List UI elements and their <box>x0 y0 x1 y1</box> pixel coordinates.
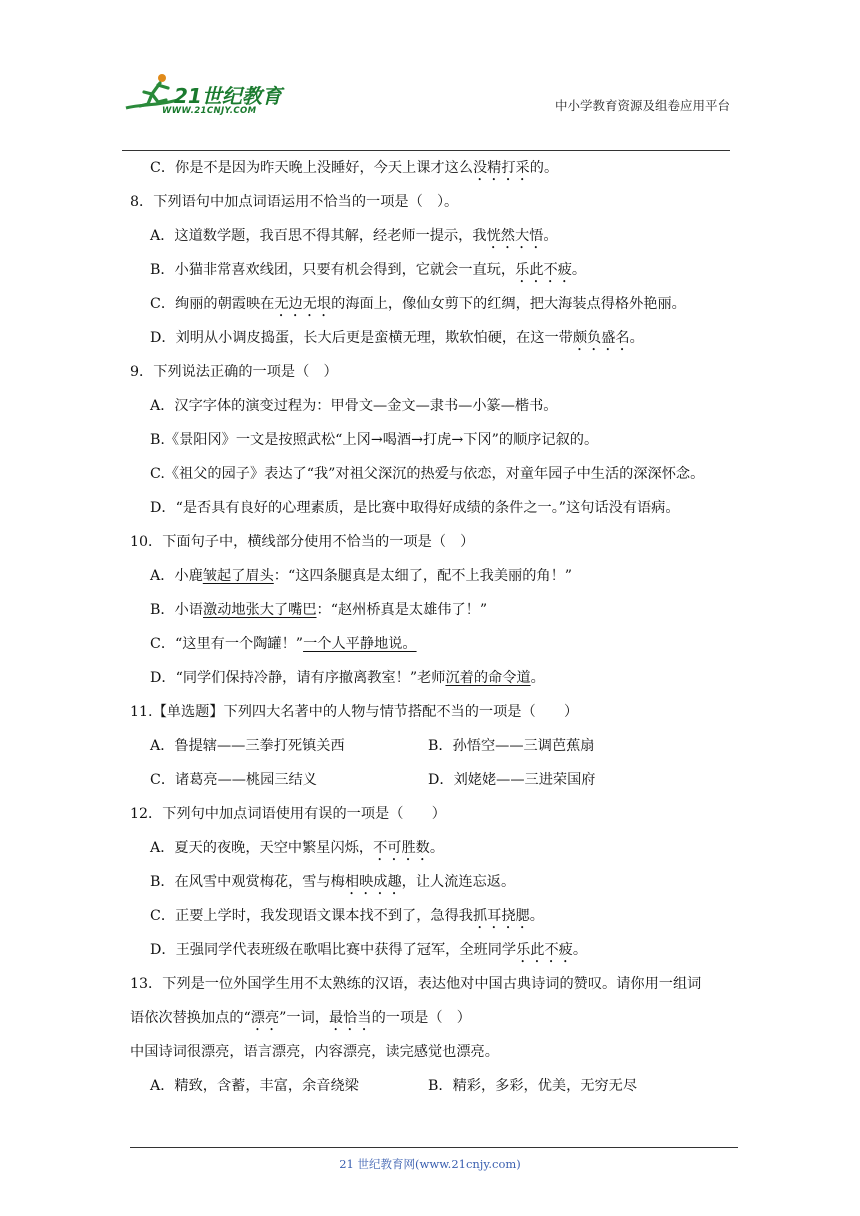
q9-option-a: A．汉字字体的演变过程为：甲骨文—金文—隶书—小篆—楷书。 <box>150 398 558 414</box>
footer-text[interactable]: 21 世纪教育网(www.21cnjy.com) <box>339 1157 521 1171</box>
q8-option-d: D．刘明从小调皮捣蛋，长大后更是蛮横无理，欺软怕硬，在这一带颇负盛名。 <box>150 330 644 346</box>
q13-stem-line2: 语依次替换加点的“漂亮”一词，最恰当的一项是（ ） <box>130 1010 471 1026</box>
q8-option-c: C．绚丽的朝霞映在无边无垠的海面上，像仙女剪下的红绸，把大海装点得格外艳丽。 <box>150 296 686 312</box>
q12-option-c: C．正要上学时，我发现语文课本找不到了，急得我抓耳挠腮。 <box>150 908 544 924</box>
q13-option-a: A．精致，含蓄，丰富，余音绕梁 <box>150 1078 359 1094</box>
q8-option-a: A．这道数学题，我百思不得其解，经老师一提示，我恍然大悟。 <box>150 228 558 244</box>
q8-stem: 8．下列语句中加点词语运用不恰当的一项是（ ）。 <box>130 194 459 210</box>
q10-option-b: B．小语激动地张大了嘴巴：“赵州桥真是太雄伟了！” <box>150 602 488 618</box>
q12-option-d: D．王强同学代表班级在歌唱比赛中获得了冠军，全班同学乐此不疲。 <box>150 942 588 958</box>
q8-option-b: B．小猫非常喜欢线团，只要有机会得到，它就会一直玩，乐此不疲。 <box>150 262 587 278</box>
q9-option-c: C.《祖父的园子》表达了“我”对祖父深沉的热爱与依恋，对童年园子中生活的深深怀念。 <box>150 466 705 482</box>
site-logo <box>122 70 292 122</box>
q10-option-a: A．小鹿皱起了眉头：“这四条腿真是太细了，配不上我美丽的角！” <box>150 568 573 584</box>
page-header <box>122 62 730 152</box>
q9-option-b: B.《景阳冈》一文是按照武松“上冈→喝酒→打虎→下冈”的顺序记叙的。 <box>150 432 599 448</box>
logo-text: 21世纪教育 <box>174 84 282 108</box>
q12-option-a: A．夏天的夜晚，天空中繁星闪烁，不可胜数。 <box>150 840 445 856</box>
q13-option-b: B．精彩，多彩，优美，无穷无尽 <box>428 1078 638 1094</box>
q12-option-b: B．在风雪中观赏梅花，雪与梅相映成趣，让人流连忘返。 <box>150 874 516 890</box>
q11-option-d: D．刘姥姥——三进荣国府 <box>428 772 596 788</box>
q9-stem: 9．下列说法正确的一项是（ ） <box>130 364 338 380</box>
logo-url: WWW.21CNJY.COM <box>162 106 257 116</box>
q11-option-a: A．鲁提辖——三拳打死镇关西 <box>150 738 345 754</box>
q11-option-c: C．诸葛亮——桃园三结义 <box>150 772 317 788</box>
platform-name: 中小学教育资源及组卷应用平台 <box>554 98 730 113</box>
q10-option-c: C．“这里有一个陶罐！”一个人平静地说。 <box>150 636 417 652</box>
q7-option-c: C．你是不是因为昨天晚上没睡好，今天上课才这么没精打采的。 <box>150 160 559 176</box>
q9-option-d: D．“是否具有良好的心理素质，是比赛中取得好成绩的条件之一。”这句话没有语病。 <box>150 500 680 516</box>
q12-stem: 12．下列句中加点词语使用有误的一项是（ ） <box>130 806 446 822</box>
q10-stem: 10．下面句子中，横线部分使用不恰当的一项是（ ） <box>130 534 475 550</box>
q13-sentence: 中国诗词很漂亮，语言漂亮，内容漂亮，读完感觉也漂亮。 <box>130 1044 499 1060</box>
q11-stem: 11.【单选题】下列四大名著中的人物与情节搭配不当的一项是（ ） <box>130 704 579 720</box>
q13-stem-line1: 13．下列是一位外国学生用不太熟练的汉语，表达他对中国古典诗词的赞叹。请你用一组词 <box>130 976 702 992</box>
footer-divider <box>130 1147 738 1148</box>
q11-option-b: B．孙悟空——三调芭蕉扇 <box>428 738 595 754</box>
header-divider <box>122 150 730 151</box>
q10-option-d: D．“同学们保持冷静，请有序撤离教室！”老师沉着的命令道。 <box>150 670 545 686</box>
